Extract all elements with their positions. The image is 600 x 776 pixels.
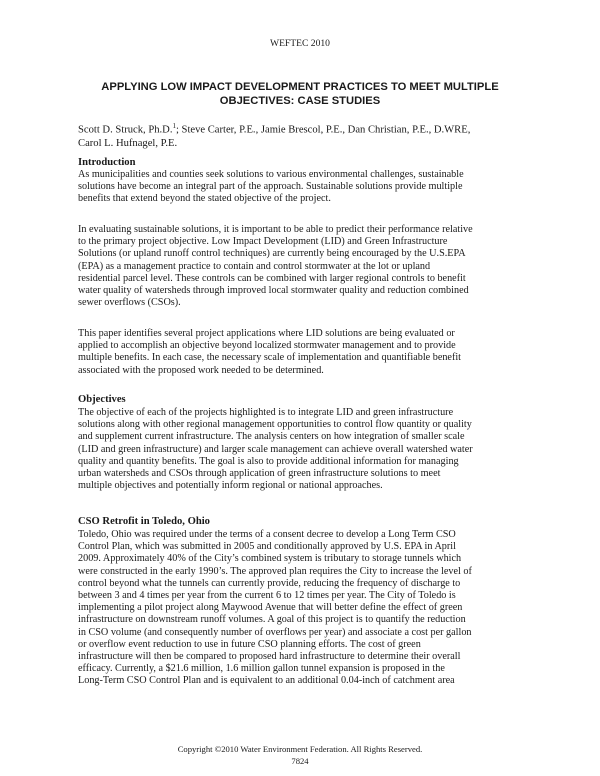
text-line: Control Plan, which was submitted in 2005 and conditionally approved by U.S. EPA in April	[78, 541, 456, 553]
text-line: Long-Term CSO Control Plan and is equivalent to an additional 0.04-inch of catchment area	[78, 675, 455, 687]
text-line: multiple benefits. In each case, the necessary scale of implementation and quantifiable benefit	[78, 352, 462, 364]
copyright-notice: Copyright ©2010 Water Environment Federation. All Rights Reserved.	[177, 744, 423, 754]
text-line: benefits that extend beyond the stated objective of the project.	[78, 193, 331, 205]
author-affiliation-mark: 1	[172, 122, 176, 130]
text-line: to the primary project objective. Low Impact Development (LID) and Green Infrastructure	[78, 236, 448, 248]
text-line: multiple objectives and potentially inform regional or national approaches.	[78, 480, 383, 492]
text-line: Toledo, Ohio was required under the terms of a consent decree to develop a Long Term CSO	[78, 529, 456, 540]
text-line: between 3 and 4 times per year from the current 6 to 12 times per year. The City of Toledo is	[78, 590, 456, 602]
text-line: infrastructure on downstream runoff volumes. A goal of this project is to quantify the reduction	[78, 614, 466, 626]
text-line: solutions have become an integral part of the approach. Sustainable solutions provide multiple	[78, 181, 463, 193]
intro-paragraph-3	[78, 328, 524, 377]
text-line: 2009. Approximately 40% of the City’s combined system is tributary to storage tunnels which	[78, 553, 462, 565]
first-author: Scott D. Struck, Ph.D.	[78, 124, 173, 136]
page-number: 7824	[291, 756, 309, 766]
text-line: In evaluating sustainable solutions, it is important to be able to predict their performance relative	[78, 224, 473, 235]
title-line-2: OBJECTIVES: CASE STUDIES	[219, 95, 381, 107]
authors-line-1	[78, 120, 518, 137]
text-line: The objective of each of the projects highlighted is to integrate LID and green infrastructure	[78, 407, 454, 418]
section-heading-cso-retrofit: CSO Retrofit in Toledo, Ohio	[78, 516, 210, 527]
text-line: implementing a pilot project along Maywood Avenue that will better define the effect of green	[78, 602, 463, 614]
text-line: water quality of watersheds through improved local stormwater quality and reduction combined	[78, 285, 469, 297]
authors-line-2: Carol L. Hufnagel, P.E.	[78, 137, 178, 149]
text-line: Solutions (or upland runoff control techniques) are currently being encouraged by the U.S.EPA	[78, 248, 466, 260]
running-header: WEFTEC 2010	[270, 38, 330, 49]
other-authors: ; Steve Carter, P.E., Jamie Brescol, P.E., Dan Christian, P.E., D.WRE,	[175, 124, 471, 136]
text-line: sewer overflows (CSOs).	[78, 297, 181, 309]
text-line: or overflow event reduction to use in future CSO planning efforts. The cost of green	[78, 638, 421, 650]
cso-paragraph	[78, 529, 524, 688]
text-line: This paper identifies several project applications where LID solutions are being evaluated or	[78, 328, 455, 339]
text-line: solutions along with other regional management opportunities to control flow quantity or quality	[78, 419, 472, 431]
page-footer	[0, 743, 600, 767]
text-line: quality and quantity benefits. The goal is also to provide additional information for managing	[78, 455, 459, 467]
section-heading-introduction: Introduction	[78, 157, 136, 168]
text-line: and supplement current infrastructure. The analysis centers on how integration of smaller scale	[78, 431, 465, 443]
paper-title	[90, 80, 510, 108]
text-line: applied to accomplish an objective beyond localized stormwater management and to provide	[78, 340, 456, 352]
intro-paragraph-1	[78, 169, 524, 206]
text-line: (LID and green infrastructure) and larger scale management can achieve overall watershed water	[78, 443, 473, 455]
title-line-1: APPLYING LOW IMPACT DEVELOPMENT PRACTICES TO MEET MULTIPLE	[101, 81, 499, 93]
author-list	[78, 120, 518, 150]
text-line: in CSO volume (and consequently number of overflows per year) and associate a cost per gallon	[78, 626, 472, 638]
intro-paragraph-2	[78, 224, 524, 309]
text-line: As municipalities and counties seek solutions to various environmental challenges, sustainable	[78, 169, 464, 180]
text-line: (EPA) as a management practice to contain and control stormwater at the lot or upland	[78, 260, 431, 272]
objectives-paragraph	[78, 407, 524, 492]
text-line: residential parcel level. These controls can be combined with larger regional controls to benefit	[78, 272, 466, 284]
text-line: efficacy. Currently, a $21.6 million, 1.6 million gallon tunnel expansion is proposed in the	[78, 663, 445, 675]
text-line: associated with the proposed work needed to be determined.	[78, 364, 324, 376]
section-heading-objectives: Objectives	[78, 394, 126, 405]
text-line: control beyond what the tunnels can currently provide, reducing the frequency of discharge to	[78, 577, 461, 589]
text-line: urban watersheds and CSOs through application of green infrastructure solutions to meet	[78, 468, 441, 480]
text-line: were constructed in the early 1990’s. The approved plan requires the City to increase the level of	[78, 565, 472, 577]
text-line: infrastructure will then be compared to proposed hard infrastructure to determine their overall	[78, 651, 461, 663]
